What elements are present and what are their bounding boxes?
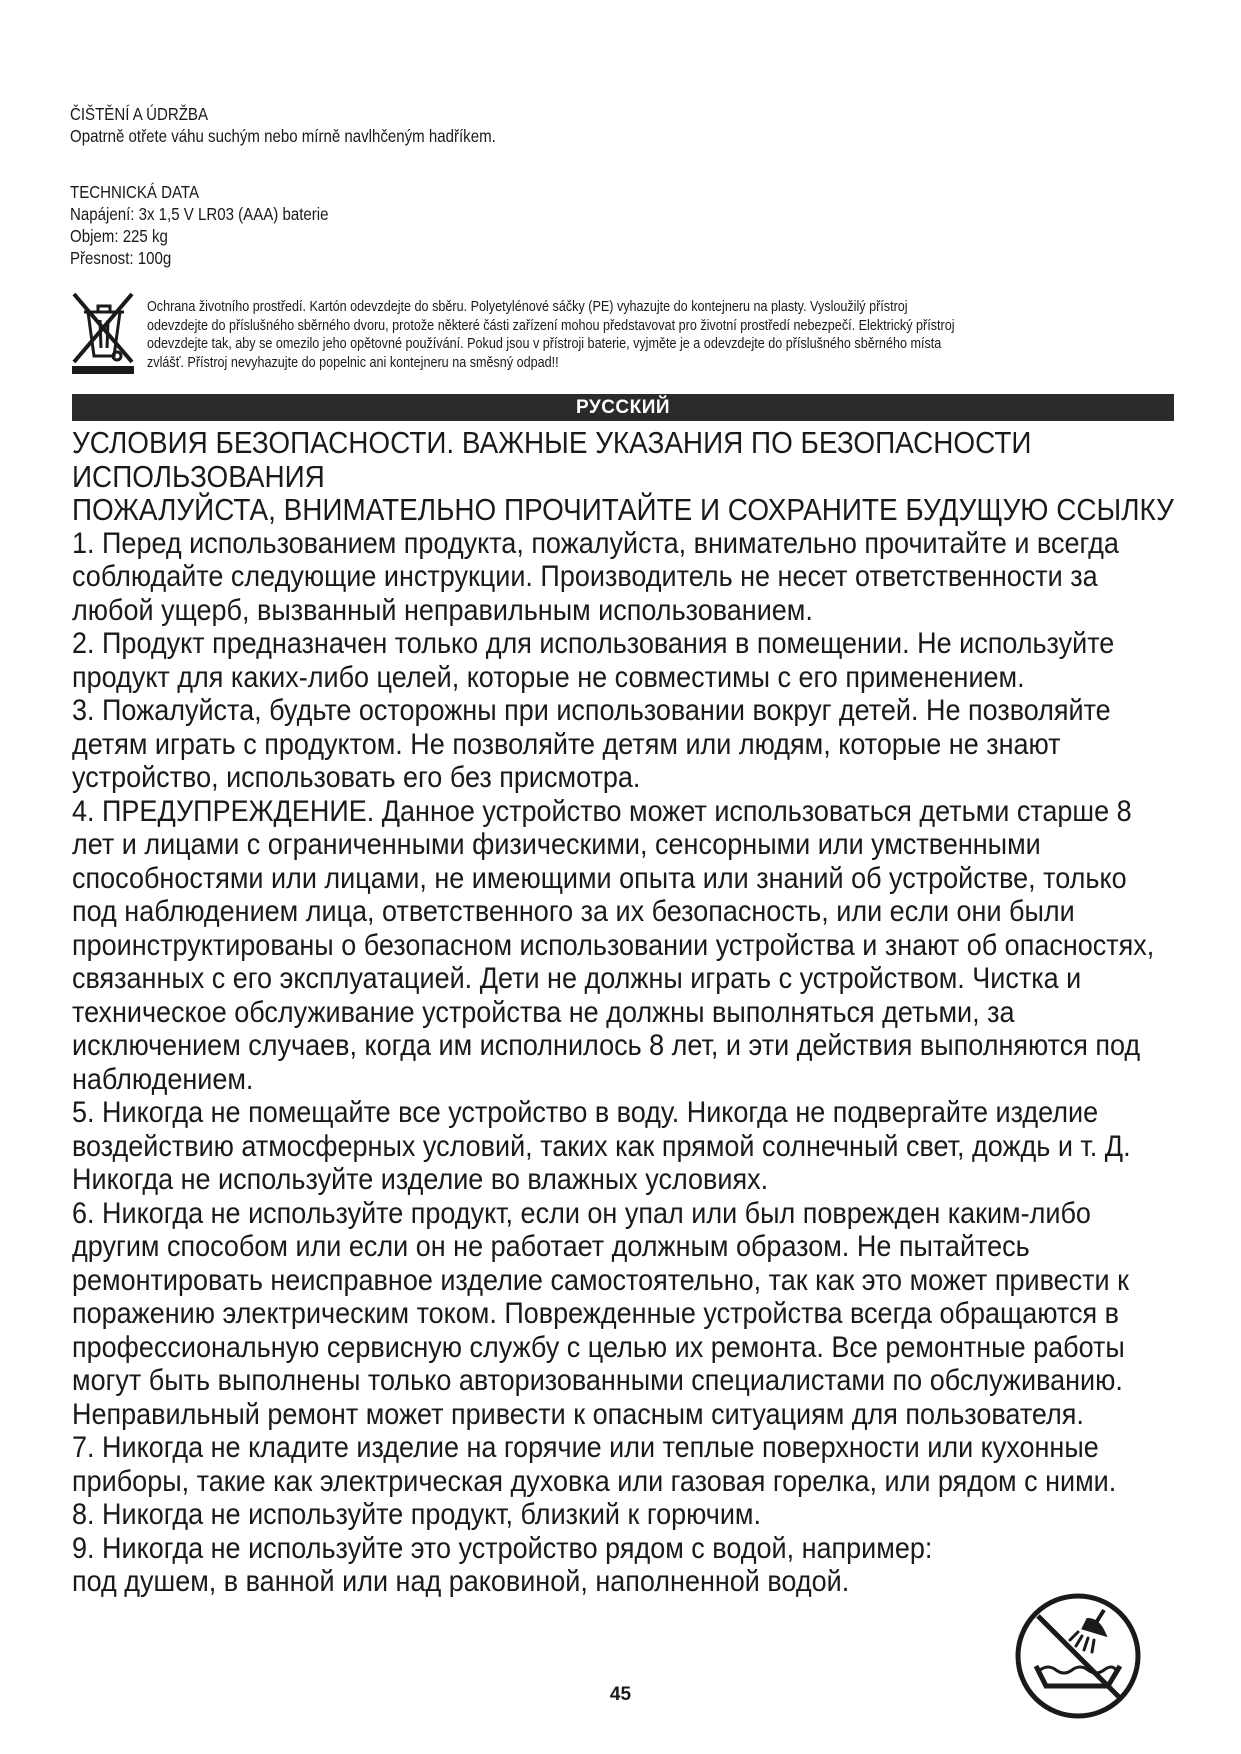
body-line: другим способом или если он не работает должным образом. Не пытайтесь [72,1230,1030,1263]
body-line: Никогда не используйте изделие во влажных условиях. [72,1163,769,1196]
body-line: проинструктированы о безопасном использовании устройства и знают об опасностях, [72,928,1155,962]
body-line: соблюдайте следующие инструкции. Производитель не несет ответственности за [72,560,1098,593]
section-heading: ПОЖАЛУЙСТА, ВНИМАТЕЛЬНО ПРОЧИТАЙТЕ И СОХРАНИТЕ БУДУЩУЮ ССЫЛКУ [72,492,1174,527]
body-line: профессиональную сервисную службу с целью их ремонта. Все ремонтные работы [72,1330,1125,1364]
body-line: Неправильный ремонт может привести к опасным ситуациям для пользователя. [72,1397,1084,1431]
body-line: продукт для каких-либо целей, которые не совместимы с его применением. [72,660,1025,694]
body-line: 5. Никогда не помещайте все устройство в воду. Никогда не подвергайте изделие [72,1096,1099,1129]
body-line: поражению электрическим током. Поврежденные устройства всегда обращаются в [72,1297,1119,1330]
russian-safety-section [72,425,1174,1599]
language-header-bar: РУССКИЙ [72,394,1174,421]
body-line: наблюдением. [72,1062,254,1096]
eco-line: Ochrana životního prostředí. Kartón odevzdejte do sběru. Polyetylénové sáčky (PE) vyhazujte do kontejneru na plasty. Vysloužilý přístroj [147,298,908,315]
environment-note [147,298,1172,372]
body-line: 6. Никогда не используйте продукт, если он упал или был поврежден каким-либо [72,1196,1091,1230]
body-line: под наблюдением лица, ответственного за их безопасность, или если они были [72,895,1075,928]
cleaning-title: ČIŠTĚNÍ A ÚDRŽBA [70,104,208,124]
tech-title: TECHNICKÁ DATA [70,182,200,202]
tech-accuracy: Přesnost: 100g [70,248,172,268]
body-line: под душем, в ванной или над раковиной, наполненной водой. [72,1565,850,1598]
cleaning-text: Opatrně otřete váhu suchým nebo mírně navlhčeným hadříkem. [70,126,496,146]
body-line: исключением случаев, когда им исполнилось 8 лет, и эти действия выполняются под [72,1029,1141,1062]
body-line: 8. Никогда не используйте продукт, близкий к горючим. [72,1498,761,1531]
tech-capacity: Objem: 225 kg [70,226,168,246]
body-line: детям играть с продуктом. Не позволяйте детям или людям, которые не знают [72,727,1061,761]
eco-line: odevzdejte do příslušného sběrného dvoru, protože některé části zařízení mohou představovat pro životní prostředí nebezpečí. Elektrický přístroj [147,316,955,334]
body-line: 3. Пожалуйста, будьте осторожны при использовании вокруг детей. Не позволяйте [72,694,1111,727]
body-line: 7. Никогда не кладите изделие на горячие или теплые поверхности или кухонные [72,1431,1099,1464]
body-line: связанных с его эксплуатацией. Дети не должны играть с устройством. Чистка и [72,962,1082,995]
crossed-bin-icon [70,290,136,374]
section-heading: УСЛОВИЯ БЕЗОПАСНОСТИ. ВАЖНЫЕ УКАЗАНИЯ ПО БЕЗОПАСНОСТИ [72,425,1032,460]
cleaning-section [70,103,496,147]
body-line: 2. Продукт предназначен только для использования в помещении. Не используйте [72,627,1115,660]
body-line: любой ущерб, вызванный неправильным использованием. [72,593,813,627]
body-line: приборы, такие как электрическая духовка или газовая горелка, или рядом с ними. [72,1464,1117,1498]
body-line: техническое обслуживание устройства не должны выполняться детьми, за [72,995,1015,1029]
body-line: ремонтировать неисправное изделие самостоятельно, так как это может привести к [72,1263,1129,1297]
page-number: 45 [609,1684,632,1705]
section-heading: ИСПОЛЬЗОВАНИЯ [72,458,325,494]
eco-line: zvlášť. Přístroj nevyhazujte do popelnic ani kontejneru na směsný odpad!! [147,353,559,371]
body-line: 9. Никогда не используйте это устройство рядом с водой, например: [72,1531,933,1565]
body-line: способностями или лицами, не имеющими опыта или знаний об устройстве, только [72,861,1127,895]
body-line: устройство, использовать его без присмотра. [72,761,641,794]
eco-line: odevzdejte tak, aby se omezilo jeho opětovné používání. Pokud jsou v přístroji baterie, vyjměte je a odevzdejte do příslušného sběrného místa [147,335,942,352]
body-line: лет и лицами с ограниченными физическими, сенсорными или умственными [72,828,1041,861]
technical-data-section [70,181,329,269]
body-line: 1. Перед использованием продукта, пожалуйста, внимательно прочитайте и всегда [72,526,1119,560]
body-line: могут быть выполнены только авторизованными специалистами по обслуживанию. [72,1364,1123,1397]
body-line: 4. ПРЕДУПРЕЖДЕНИЕ. Данное устройство может использоваться детьми старше 8 [72,794,1132,828]
tech-power: Napájení: 3x 1,5 V LR03 (AAA) baterie [70,204,329,224]
body-line: воздействию атмосферных условий, таких как прямой солнечный свет, дождь и т. Д. [72,1129,1131,1163]
